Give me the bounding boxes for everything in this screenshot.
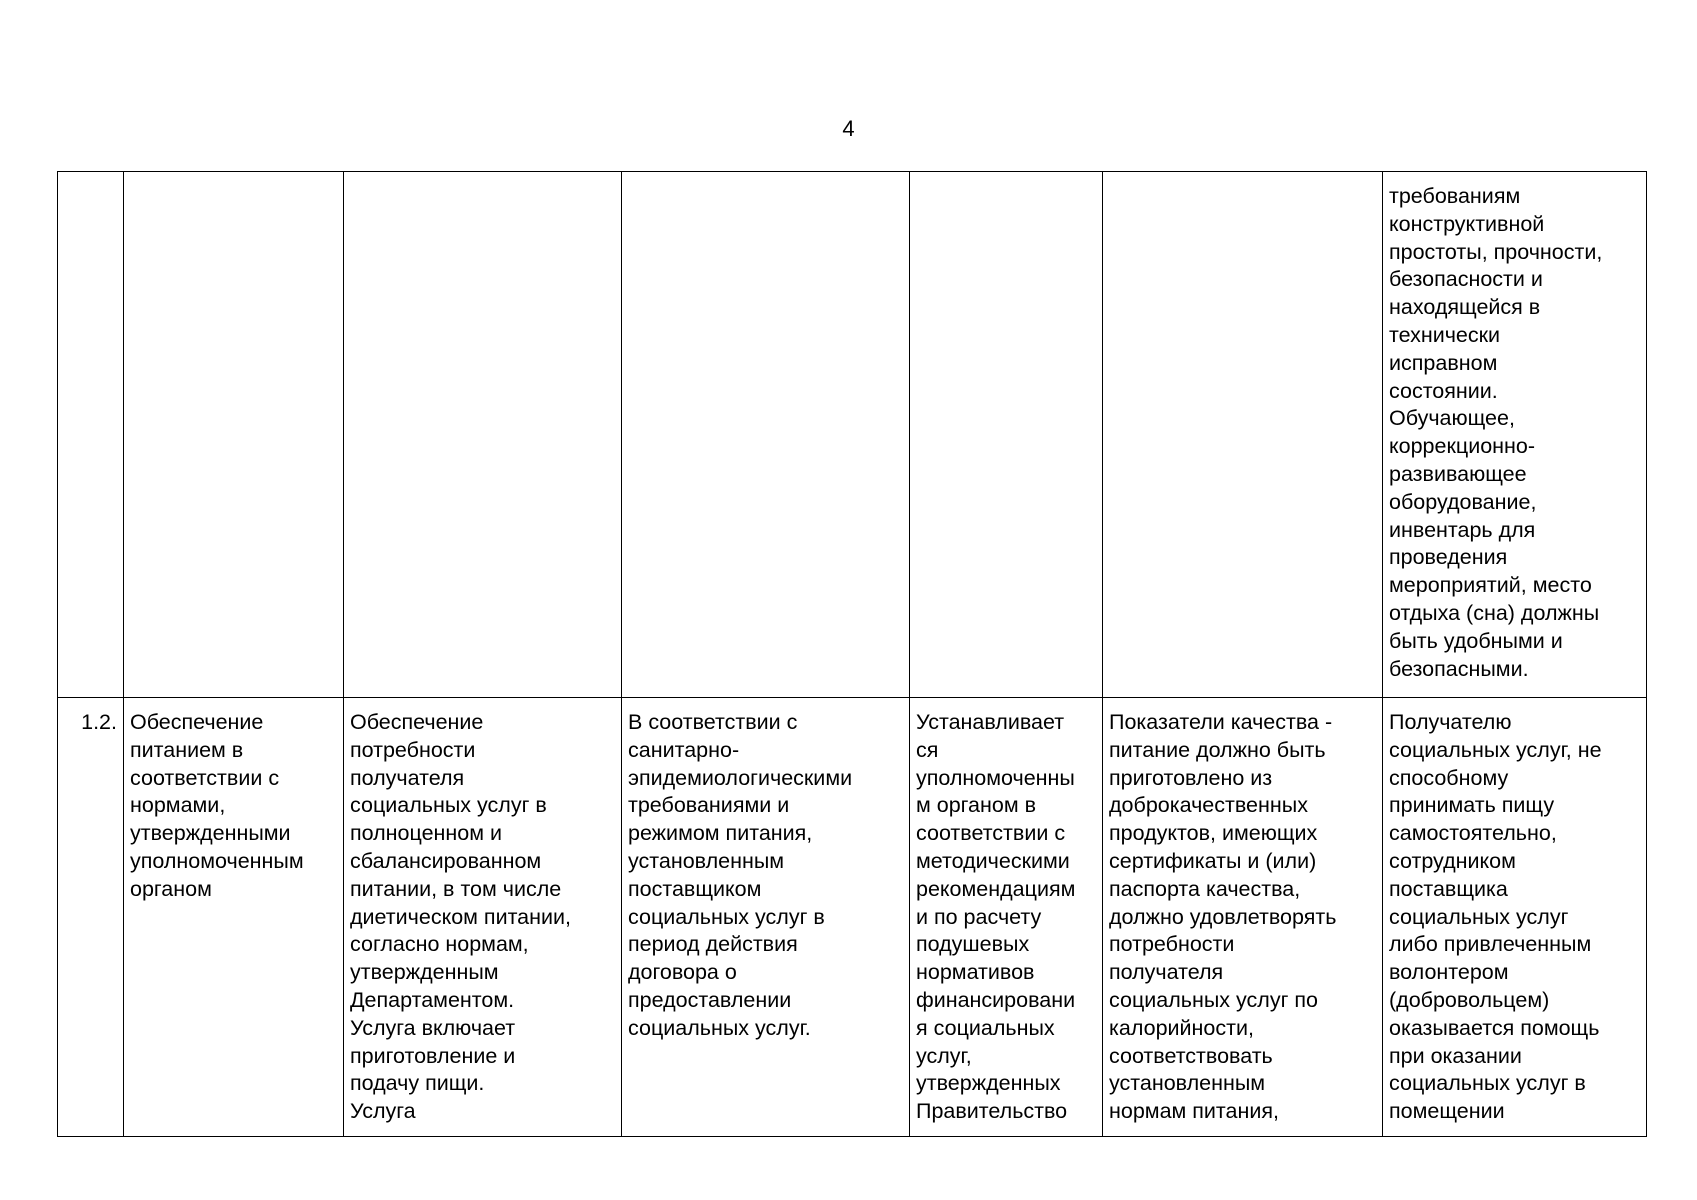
cell-text-line: финансировани: [916, 987, 1076, 1012]
cell-text-line: м органом в: [916, 793, 1037, 818]
cell-text-line: диетическом питании,: [350, 904, 572, 929]
cell-text-line: соответствии с: [130, 765, 280, 790]
cell-text-line: социальных услуг в: [628, 904, 825, 929]
cell-text-line: сотрудником: [1389, 848, 1516, 873]
cell-description-empty: [344, 172, 622, 698]
cell-text-line: волонтером: [1389, 960, 1509, 985]
cell-text-line: Услуга включает: [350, 1015, 516, 1040]
cell-text-line: при оказании: [1389, 1043, 1522, 1068]
cell-text-line: питанием в: [130, 737, 244, 762]
cell-text-line: исправном: [1389, 350, 1498, 375]
cell-text-line: установленным: [628, 848, 785, 873]
cell-text-line: Услуга: [350, 1099, 416, 1124]
cell-text-line: уполномоченны: [916, 765, 1075, 790]
cell-text-line: либо привлеченным: [1389, 932, 1592, 957]
cell-text-line: состоянии.: [1389, 378, 1498, 403]
table-row-item-1-2: [58, 698, 1647, 1137]
cell-text-line: нормативов: [916, 960, 1035, 985]
cell-text-line: быть удобными и: [1389, 628, 1563, 653]
cell-text-line: сертификаты и (или): [1109, 848, 1317, 873]
cell-text-line: социальных услуг в: [1389, 1071, 1586, 1096]
cell-text-line: подачу пищи.: [350, 1071, 485, 1096]
cell-service-conditions: [1383, 698, 1647, 1137]
cell-text-line: и по расчету: [916, 904, 1042, 929]
cell-text-line: безопасными.: [1389, 656, 1529, 681]
cell-text-line: самостоятельно,: [1389, 821, 1557, 846]
cell-quality-indicators: [1103, 698, 1383, 1137]
cell-text-line: рекомендациям: [916, 876, 1076, 901]
cell-text-line: Обучающее,: [1389, 406, 1515, 431]
cell-text-line: требованиям: [1389, 184, 1521, 208]
cell-text-line: находящейся в: [1389, 295, 1541, 320]
cell-text-line: Устанавливает: [916, 710, 1065, 734]
cell-text-line: потребности: [350, 737, 476, 762]
cell-service-timing: [622, 698, 910, 1137]
cell-text-line: принимать пищу: [1389, 793, 1555, 818]
cell-text-line: должно удовлетворять: [1109, 904, 1337, 929]
cell-tariff-empty: [910, 172, 1103, 698]
cell-text-line: поставщиком: [628, 876, 762, 901]
cell-text-line: предоставлении: [628, 987, 792, 1012]
cell-text-line: способному: [1389, 765, 1509, 790]
cell-service-name-empty: [124, 172, 344, 698]
cell-text-line: утвержденным: [350, 960, 499, 985]
cell-item-number: [58, 698, 124, 1137]
cell-text-line: уполномоченным: [130, 848, 304, 873]
cell-text-line: питание должно быть: [1109, 737, 1326, 762]
cell-text-line: социальных услуг, не: [1389, 737, 1602, 762]
cell-text-line: ся: [916, 737, 939, 762]
cell-text-line: утвержденных: [916, 1071, 1061, 1096]
cell-text-line: органом: [130, 876, 212, 901]
cell-text-line: получателя: [350, 765, 465, 790]
services-table: [57, 171, 1647, 1137]
cell-text-line: паспорта качества,: [1109, 876, 1301, 901]
cell-text-line: безопасности и: [1389, 267, 1543, 292]
cell-text-line: социальных услуг: [1389, 904, 1569, 929]
cell-requirements-continued: [1383, 172, 1647, 698]
cell-service-name: [124, 698, 344, 1137]
cell-text-line: калорийности,: [1109, 1015, 1254, 1040]
cell-text-line: питании, в том числе: [350, 876, 562, 901]
cell-number-empty: [58, 172, 124, 698]
cell-text-line: Правительство: [916, 1099, 1068, 1124]
cell-text-line: социальных услуг в: [350, 793, 547, 818]
cell-text-line: потребности: [1109, 932, 1235, 957]
cell-text-line: помещении: [1389, 1099, 1505, 1124]
cell-text-line: поставщика: [1389, 876, 1508, 901]
cell-text-line: режимом питания,: [628, 821, 813, 846]
cell-text-line: требованиями и: [628, 793, 790, 818]
cell-text-line: Обеспечение: [350, 710, 484, 734]
cell-text-line: полноценном и: [350, 821, 503, 846]
cell-text-line: согласно нормам,: [350, 932, 529, 957]
cell-text-line: период действия: [628, 932, 798, 957]
cell-text-line: соответствовать: [1109, 1043, 1273, 1068]
cell-text-line: утвержденными: [130, 821, 291, 846]
cell-text-line: (добровольцем): [1389, 987, 1550, 1012]
cell-text-line: социальных услуг.: [628, 1015, 811, 1040]
cell-service-tariff: [910, 698, 1103, 1137]
cell-timing-empty: [622, 172, 910, 698]
cell-text-line: услуг,: [916, 1043, 972, 1068]
cell-quality-empty: [1103, 172, 1383, 698]
cell-text-line: нормам питания,: [1109, 1099, 1279, 1124]
cell-text-line: проведения: [1389, 545, 1508, 570]
cell-text-line: технически: [1389, 322, 1501, 347]
cell-text-line: Показатели качества -: [1109, 710, 1333, 734]
cell-text-line: Департаментом.: [350, 987, 515, 1012]
page-number: 4: [842, 116, 855, 141]
cell-service-description: [344, 698, 622, 1137]
cell-text-line: развивающее: [1389, 461, 1527, 486]
cell-text-line: договора о: [628, 960, 737, 985]
cell-text-line: соответствии с: [916, 821, 1066, 846]
cell-text-line: нормами,: [130, 793, 226, 818]
cell-text-line: санитарно-: [628, 737, 740, 762]
cell-text-line: продуктов, имеющих: [1109, 821, 1318, 846]
cell-text-line: приготовление и: [350, 1043, 516, 1068]
cell-text-line: получателя: [1109, 960, 1224, 985]
cell-text-line: оборудование,: [1389, 489, 1537, 514]
cell-text-line: методическими: [916, 848, 1070, 873]
cell-text-line: подушевых: [916, 932, 1030, 957]
cell-text-line: сбалансированном: [350, 848, 542, 873]
cell-text-line: Получателю: [1389, 710, 1512, 734]
cell-text-line: отдыха (сна) должны: [1389, 600, 1600, 625]
cell-text-line: установленным: [1109, 1071, 1266, 1096]
cell-text-line: мероприятий, место: [1389, 573, 1592, 598]
cell-text-line: я социальных: [916, 1015, 1055, 1040]
cell-text-line: конструктивной: [1389, 211, 1545, 236]
cell-text-line: простоты, прочности,: [1389, 239, 1603, 264]
table-row-continuation: [58, 172, 1647, 698]
cell-text-line: инвентарь для: [1389, 517, 1536, 542]
item-number: 1.2.: [81, 710, 117, 734]
cell-text-line: эпидемиологическими: [628, 765, 853, 790]
cell-text-line: В соответствии с: [628, 710, 798, 734]
cell-text-line: Обеспечение: [130, 710, 264, 734]
cell-text-line: социальных услуг по: [1109, 987, 1318, 1012]
cell-text-line: коррекционно-: [1389, 434, 1536, 459]
cell-text-line: приготовлено из: [1109, 765, 1273, 790]
cell-text-line: доброкачественных: [1109, 793, 1308, 818]
cell-text-line: оказывается помощь: [1389, 1015, 1600, 1040]
